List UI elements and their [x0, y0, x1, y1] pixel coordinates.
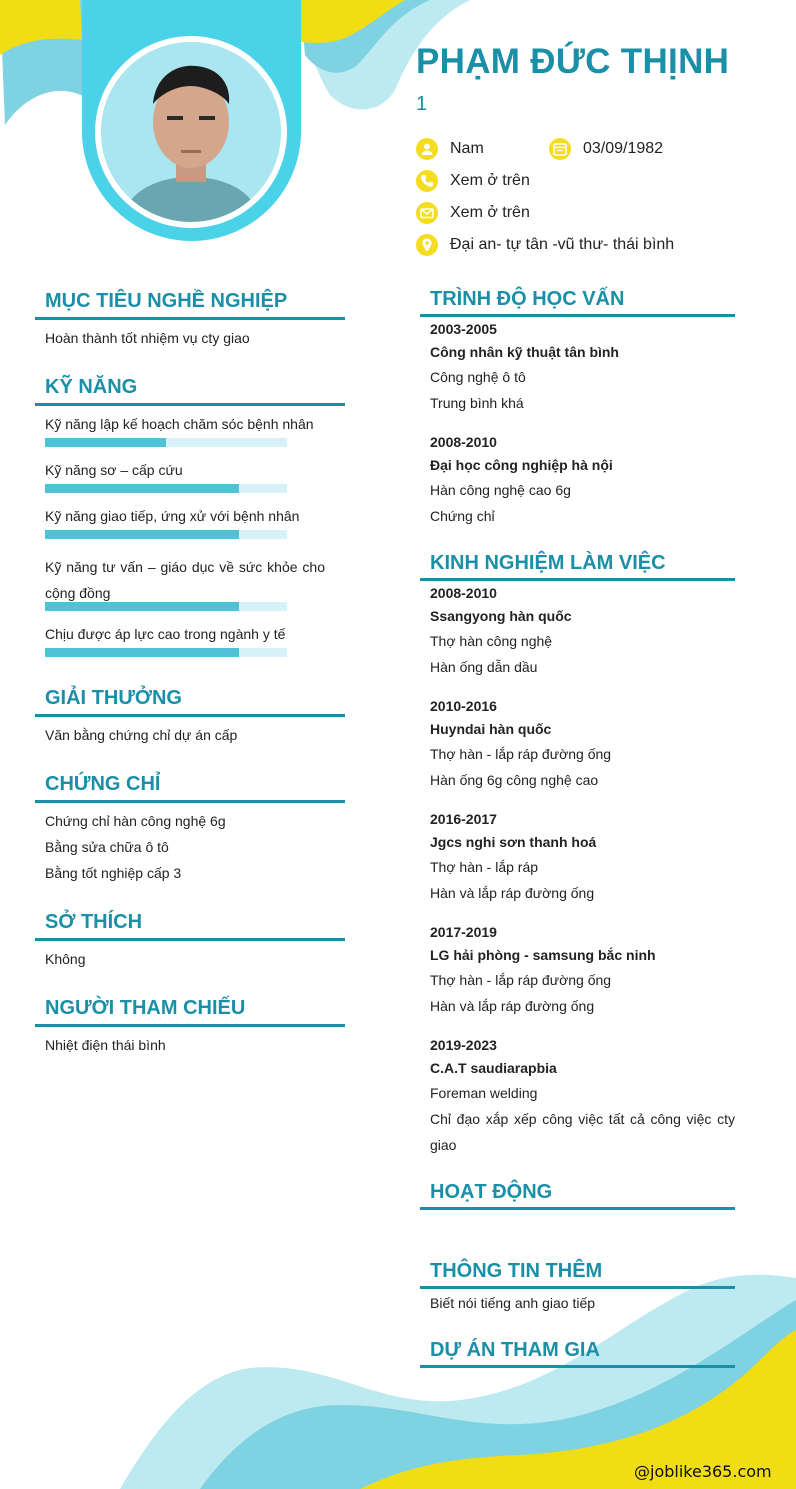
section-divider	[35, 800, 345, 803]
skill-bar	[45, 648, 287, 657]
experience-desc: Chỉ đạo xắp xếp công việc tất cả công việc cty giao	[430, 1111, 735, 1153]
experience-period: 2019-2023	[430, 1037, 497, 1053]
skill-bar-fill	[45, 484, 239, 493]
calendar-icon	[549, 138, 571, 160]
skill-bar	[45, 438, 287, 447]
education-note: Trung bình khá	[430, 395, 524, 411]
experience-position: Thợ hàn - lắp ráp đường ống	[430, 972, 612, 988]
education-major: Công nghệ ô tô	[430, 369, 526, 385]
section-divider	[35, 1024, 345, 1027]
additional-info-title: THÔNG TIN THÊM	[430, 1260, 603, 1282]
experience-company: Huyndai hàn quốc	[430, 721, 552, 737]
skill-label: Kỹ năng giao tiếp, ứng xử với bệnh nhân	[45, 508, 300, 524]
skill-label: Chịu được áp lực cao trong ngành y tế	[45, 626, 286, 642]
activities-title: HOẠT ĐỘNG	[430, 1181, 553, 1203]
references-text: Nhiệt điện thái bình	[45, 1037, 166, 1053]
certificates-title: CHỨNG CHỈ	[45, 773, 161, 795]
experience-period: 2017-2019	[430, 924, 497, 940]
experience-period: 2010-2016	[430, 698, 497, 714]
section-divider	[35, 714, 345, 717]
experience-position: Foreman welding	[430, 1085, 538, 1101]
section-divider	[420, 1286, 735, 1289]
mail-icon	[416, 202, 438, 224]
skill-label: Kỹ năng lập kế hoạch chăm sóc bệnh nhân	[45, 416, 314, 432]
section-divider	[420, 578, 735, 581]
additional-info-text: Biết nói tiếng anh giao tiếp	[430, 1295, 596, 1311]
avatar	[101, 42, 281, 222]
experience-company: Jgcs nghi sơn thanh hoá	[430, 834, 597, 850]
skills-title: KỸ NĂNG	[45, 376, 138, 398]
education-period: 2008-2010	[430, 434, 497, 450]
birthday-value: 03/09/1982	[583, 140, 664, 157]
skill-bar-fill	[45, 648, 239, 657]
phone-value: Xem ở trên	[450, 172, 530, 189]
experience-period: 2016-2017	[430, 811, 497, 827]
watermark: @joblike365.com	[634, 1462, 772, 1481]
experience-company: LG hải phòng - samsung bắc ninh	[430, 947, 656, 963]
email-value: Xem ở trên	[450, 204, 530, 221]
certificate-item: Bằng tốt nghiệp cấp 3	[45, 865, 182, 881]
skill-bar-fill	[45, 602, 239, 611]
certificate-item: Bằng sửa chữa ô tô	[45, 839, 169, 855]
skill-bar	[45, 484, 287, 493]
candidate-subtitle: 1	[416, 93, 428, 115]
education-school: Đại học công nghiệp hà nội	[430, 457, 613, 473]
references-title: NGƯỜI THAM CHIẾU	[45, 997, 246, 1019]
section-divider	[35, 317, 345, 320]
education-note: Chứng chỉ	[430, 508, 495, 524]
user-icon	[416, 138, 438, 160]
education-period: 2003-2005	[430, 321, 497, 337]
hobbies-text: Không	[45, 951, 86, 967]
skill-bar	[45, 602, 287, 611]
education-school: Công nhân kỹ thuật tân bình	[430, 344, 619, 360]
objective-text: Hoàn thành tốt nhiệm vụ cty giao	[45, 330, 250, 346]
objective-title: MỤC TIÊU NGHỀ NGHIỆP	[45, 290, 288, 312]
section-divider	[420, 1365, 735, 1368]
awards-title: GIẢI THƯỞNG	[45, 687, 182, 709]
certificate-item: Chứng chỉ hàn công nghệ 6g	[45, 813, 226, 829]
experience-position: Thợ hàn - lắp ráp	[430, 859, 539, 875]
profile-photo-frame	[95, 36, 287, 228]
candidate-name: PHẠM ĐỨC THỊNH	[416, 42, 730, 81]
skill-label: Kỹ năng tư vấn – giáo dục về sức khỏe cho cộng đồng	[45, 559, 325, 601]
skill-bar-fill	[45, 438, 166, 447]
experience-desc: Hàn ống dẫn dầu	[430, 659, 538, 675]
experience-position: Thợ hàn - lắp ráp đường ống	[430, 746, 612, 762]
experience-period: 2008-2010	[430, 585, 497, 601]
location-pin-icon	[416, 234, 438, 256]
section-divider	[35, 403, 345, 406]
awards-text: Văn bằng chứng chỉ dự án cấp	[45, 727, 238, 743]
skill-bar-fill	[45, 530, 239, 539]
experience-company: Ssangyong hàn quốc	[430, 608, 572, 624]
experience-title: KINH NGHIỆM LÀM VIỆC	[430, 552, 666, 574]
section-divider	[420, 314, 735, 317]
section-divider	[35, 938, 345, 941]
projects-title: DỰ ÁN THAM GIA	[430, 1339, 600, 1361]
experience-desc: Hàn và lắp ráp đường ống	[430, 998, 595, 1014]
experience-company: C.A.T saudiarapbia	[430, 1060, 557, 1076]
education-major: Hàn công nghệ cao 6g	[430, 482, 571, 498]
skill-bar	[45, 530, 287, 539]
gender-value: Nam	[450, 140, 484, 157]
phone-icon	[416, 170, 438, 192]
experience-desc: Hàn và lắp ráp đường ống	[430, 885, 595, 901]
experience-position: Thợ hàn công nghệ	[430, 633, 553, 649]
education-title: TRÌNH ĐỘ HỌC VẤN	[430, 288, 625, 310]
section-divider	[420, 1207, 735, 1210]
experience-desc: Hàn ống 6g công nghệ cao	[430, 772, 599, 788]
skill-label: Kỹ năng sơ – cấp cứu	[45, 462, 183, 478]
address-value: Đại an- tự tân -vũ thư- thái bình	[450, 236, 675, 253]
hobbies-title: SỞ THÍCH	[45, 911, 143, 933]
